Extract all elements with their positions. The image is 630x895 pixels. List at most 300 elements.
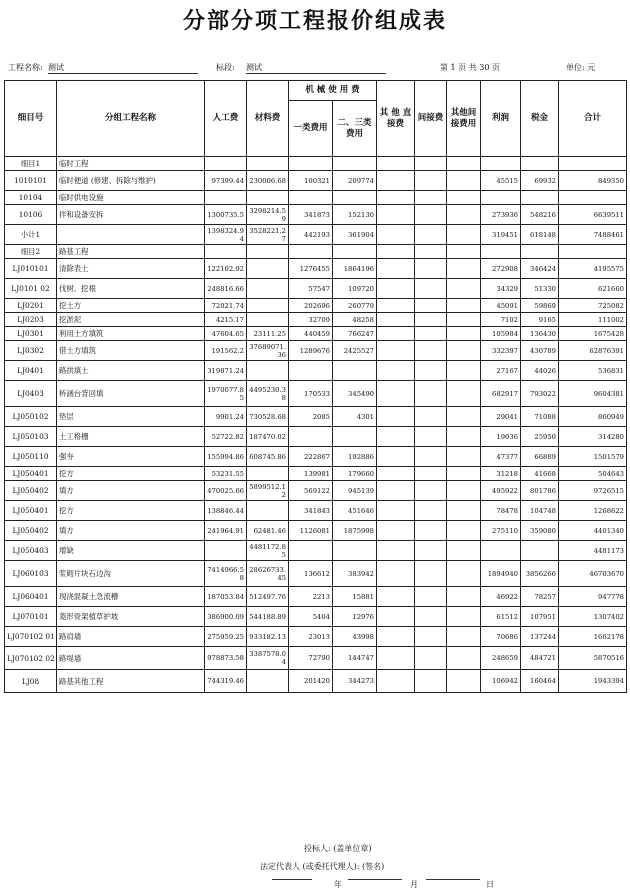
cell-code: LJ050402 xyxy=(5,481,57,501)
cell-labor: 138846.44 xyxy=(205,501,247,521)
cell-labor: 386900.09 xyxy=(205,607,247,627)
cell-profit: 34329 xyxy=(481,279,521,299)
cell-material: 230006.68 xyxy=(247,171,289,191)
cell-code: LJ050401 xyxy=(5,501,57,521)
cell-material: 187470.02 xyxy=(247,427,289,447)
cell-empty xyxy=(447,607,481,627)
header-material: 材料费 xyxy=(247,81,289,157)
cell-material xyxy=(247,157,289,171)
cell-empty xyxy=(377,157,415,171)
cell-tax: 66889 xyxy=(521,447,559,467)
footer-day-line xyxy=(426,879,480,880)
cell-empty xyxy=(447,647,481,670)
cell-profit: 19036 xyxy=(481,427,521,447)
cell-empty xyxy=(377,541,415,561)
header-code: 细目号 xyxy=(5,81,57,157)
cell-labor: 978873.58 xyxy=(205,647,247,670)
cell-profit xyxy=(481,191,521,205)
cell-name: 路拱填土 xyxy=(57,361,205,381)
cell-m2: 361904 xyxy=(333,225,377,245)
cell-tax: 69932 xyxy=(521,171,559,191)
cell-m2: 345490 xyxy=(333,381,377,407)
cell-empty xyxy=(447,561,481,587)
cell-labor xyxy=(205,245,247,259)
header-total: 合计 xyxy=(559,81,627,157)
cell-empty xyxy=(447,467,481,481)
cell-empty xyxy=(377,627,415,647)
cell-name: 挖方 xyxy=(57,501,205,521)
cell-m1: 222867 xyxy=(289,447,333,467)
cell-code: 细目1 xyxy=(5,157,57,171)
table-row xyxy=(5,427,627,447)
cell-empty xyxy=(415,670,447,693)
cell-name: 填方 xyxy=(57,481,205,501)
meta-bar xyxy=(0,62,630,76)
cell-empty xyxy=(447,205,481,225)
header-tax: 税金 xyxy=(521,81,559,157)
cell-m1: 1276455 xyxy=(289,259,333,279)
cell-m1: 136612 xyxy=(289,561,333,587)
cell-tax: 793022 xyxy=(521,381,559,407)
cell-m1: 201420 xyxy=(289,670,333,693)
cell-total xyxy=(559,157,627,171)
cell-tax xyxy=(521,245,559,259)
cell-m2: 2425527 xyxy=(333,341,377,361)
cell-labor: 155994.86 xyxy=(205,447,247,467)
cell-empty xyxy=(447,427,481,447)
cell-empty xyxy=(377,407,415,427)
cell-name: 借土方填筑 xyxy=(57,341,205,361)
cell-profit: 46922 xyxy=(481,587,521,607)
cell-m1 xyxy=(289,245,333,259)
cell-profit xyxy=(481,157,521,171)
cell-code: LJ050403 xyxy=(5,541,57,561)
cell-empty xyxy=(447,521,481,541)
cell-empty xyxy=(377,327,415,341)
table-row xyxy=(5,501,627,521)
cell-empty xyxy=(415,587,447,607)
cell-empty xyxy=(415,427,447,447)
cell-empty xyxy=(447,191,481,205)
cell-m1 xyxy=(289,541,333,561)
cell-m1: 23013 xyxy=(289,627,333,647)
cell-empty xyxy=(415,407,447,427)
cell-m2: 344273 xyxy=(333,670,377,693)
cell-tax: 346424 xyxy=(521,259,559,279)
cell-empty xyxy=(377,501,415,521)
cell-total: 5870516 xyxy=(559,647,627,670)
cell-empty xyxy=(415,467,447,481)
cell-empty xyxy=(377,361,415,381)
cell-tax: 430789 xyxy=(521,341,559,361)
cell-empty xyxy=(415,171,447,191)
cell-empty xyxy=(447,245,481,259)
table-row xyxy=(5,407,627,427)
cell-code: LJ0101 02 xyxy=(5,279,57,299)
cell-m1: 341873 xyxy=(289,205,333,225)
cell-m2: 152130 xyxy=(333,205,377,225)
cell-labor xyxy=(205,541,247,561)
cell-name: 临时便道 (修建、拆除与维护) xyxy=(57,171,205,191)
cell-total: 4401340 xyxy=(559,521,627,541)
cell-name: 路基其他工程 xyxy=(57,670,205,693)
cell-empty xyxy=(377,647,415,670)
header-other-indirect: 其他间接费用 xyxy=(447,81,481,157)
cell-tax: 137244 xyxy=(521,627,559,647)
cell-name: 拌和设备安拆 xyxy=(57,205,205,225)
cell-code: 10104 xyxy=(5,191,57,205)
table-row xyxy=(5,607,627,627)
cell-m1: 5404 xyxy=(289,607,333,627)
cell-material: 4481172.85 xyxy=(247,541,289,561)
cell-name xyxy=(57,225,205,245)
table-row xyxy=(5,447,627,467)
cell-m2: 109720 xyxy=(333,279,377,299)
cell-empty xyxy=(415,541,447,561)
cell-m2 xyxy=(333,245,377,259)
header-machine: 机 械 使 用 费 xyxy=(289,81,377,101)
cell-m1: 72790 xyxy=(289,647,333,670)
cell-tax: 104748 xyxy=(521,501,559,521)
cell-empty xyxy=(415,501,447,521)
cell-labor xyxy=(205,157,247,171)
cell-labor: 52722.82 xyxy=(205,427,247,447)
cell-empty xyxy=(447,259,481,279)
cell-labor: 275959.25 xyxy=(205,627,247,647)
cell-labor: 47604.65 xyxy=(205,327,247,341)
table-row xyxy=(5,341,627,361)
table-row xyxy=(5,467,627,481)
cell-tax: 71088 xyxy=(521,407,559,427)
cell-material: 3528221.27 xyxy=(247,225,289,245)
cell-code: LJ050402 xyxy=(5,521,57,541)
table-row xyxy=(5,259,627,279)
cell-tax xyxy=(521,191,559,205)
cell-profit: 682917 xyxy=(481,381,521,407)
footer-month-line xyxy=(348,879,402,880)
cell-code: 细目2 xyxy=(5,245,57,259)
cell-code: LJ050102 xyxy=(5,407,57,427)
cell-tax: 59869 xyxy=(521,299,559,313)
cell-empty xyxy=(415,381,447,407)
cell-empty xyxy=(377,259,415,279)
cell-material xyxy=(247,245,289,259)
cell-total: 536831 xyxy=(559,361,627,381)
cell-tax: 548216 xyxy=(521,205,559,225)
cell-labor: 72021.74 xyxy=(205,299,247,313)
cell-profit: 27167 xyxy=(481,361,521,381)
cell-m1 xyxy=(289,361,333,381)
cell-total: 860949 xyxy=(559,407,627,427)
cell-empty xyxy=(377,205,415,225)
cell-profit: 105984 xyxy=(481,327,521,341)
footer-bidder: 投标人: (盖单位章) xyxy=(304,844,372,853)
cell-labor: 4215.17 xyxy=(205,313,247,327)
cell-code: LJ070102 02 xyxy=(5,647,57,670)
cell-tax: 44026 xyxy=(521,361,559,381)
cell-m1: 100321 xyxy=(289,171,333,191)
cell-m1: 57547 xyxy=(289,279,333,299)
cell-empty xyxy=(377,381,415,407)
cell-empty xyxy=(447,341,481,361)
project-value: 测试 xyxy=(48,62,198,74)
cell-material: 4495230.38 xyxy=(247,381,289,407)
cell-code: LJ0401 xyxy=(5,361,57,381)
cell-empty xyxy=(377,521,415,541)
cell-name: 路肩墙 xyxy=(57,627,205,647)
table-row xyxy=(5,225,627,245)
cell-tax: 3856266 xyxy=(521,561,559,587)
table-row xyxy=(5,245,627,259)
cell-material: 544188.89 xyxy=(247,607,289,627)
cell-name: 桥涵台背回填 xyxy=(57,381,205,407)
cell-total: 314280 xyxy=(559,427,627,447)
footer-representative: 法定代表人 (或委托代理人): (签名) xyxy=(260,862,385,871)
cell-profit: 272908 xyxy=(481,259,521,279)
cell-labor: 187053.84 xyxy=(205,587,247,607)
page-indicator: 第 1 页 共 30 页 xyxy=(440,63,500,72)
cell-labor: 122102.92 xyxy=(205,259,247,279)
cell-labor: 191562.2 xyxy=(205,341,247,361)
cell-total: 1307402 xyxy=(559,607,627,627)
cell-empty xyxy=(447,279,481,299)
cell-total: 1943394 xyxy=(559,670,627,693)
cell-total: 4195575 xyxy=(559,259,627,279)
cell-empty xyxy=(377,467,415,481)
cell-empty xyxy=(447,381,481,407)
cell-total: 504643 xyxy=(559,467,627,481)
cell-total: 1662178 xyxy=(559,627,627,647)
cell-empty xyxy=(377,607,415,627)
cell-code: 10106 xyxy=(5,205,57,225)
cell-profit: 275110 xyxy=(481,521,521,541)
cell-total: 111002 xyxy=(559,313,627,327)
cell-empty xyxy=(377,587,415,607)
cell-name: 挖方 xyxy=(57,467,205,481)
cell-m1: 341843 xyxy=(289,501,333,521)
cell-m2: 766247 xyxy=(333,327,377,341)
cell-empty xyxy=(447,481,481,501)
cell-material: 62481.46 xyxy=(247,521,289,541)
cell-name: 强夯 xyxy=(57,447,205,467)
cell-empty xyxy=(377,561,415,587)
table-row xyxy=(5,587,627,607)
cell-m2: 192886 xyxy=(333,447,377,467)
header-machine-sub1: 一类费用 xyxy=(289,101,333,157)
cell-material: 512497.76 xyxy=(247,587,289,607)
cell-profit: 495922 xyxy=(481,481,521,501)
cell-empty xyxy=(415,279,447,299)
cell-name: 临时供电设施 xyxy=(57,191,205,205)
cell-code: LJ0403 xyxy=(5,381,57,407)
cell-empty xyxy=(415,205,447,225)
cell-tax: 41668 xyxy=(521,467,559,481)
cell-m1: 442193 xyxy=(289,225,333,245)
cell-tax: 484721 xyxy=(521,647,559,670)
cell-m1 xyxy=(289,191,333,205)
cell-tax: 359080 xyxy=(521,521,559,541)
cell-profit: 70686 xyxy=(481,627,521,647)
cell-empty xyxy=(415,299,447,313)
cell-empty xyxy=(447,157,481,171)
header-labor: 人工费 xyxy=(205,81,247,157)
cell-code: LJ0203 xyxy=(5,313,57,327)
cell-m1: 569122 xyxy=(289,481,333,501)
cell-labor: 744319.46 xyxy=(205,670,247,693)
cell-empty xyxy=(415,647,447,670)
cell-material: 3298214.59 xyxy=(247,205,289,225)
cell-empty xyxy=(447,447,481,467)
cell-code: LJ0301 xyxy=(5,327,57,341)
cell-material: 28626733.45 xyxy=(247,561,289,587)
cell-profit: 273936 xyxy=(481,205,521,225)
cell-empty xyxy=(377,341,415,361)
page-title: 分部分项工程报价组成表 xyxy=(182,8,447,34)
cell-material: 23111.25 xyxy=(247,327,289,341)
header-name: 分组工程名称 xyxy=(57,81,205,157)
cell-material xyxy=(247,299,289,313)
cell-m2: 451646 xyxy=(333,501,377,521)
cell-labor: 53231.55 xyxy=(205,467,247,481)
cell-m1 xyxy=(289,157,333,171)
cell-name: 临时工程 xyxy=(57,157,205,171)
header-other-direct: 其 他 直接费 xyxy=(377,81,415,157)
cell-m1: 202696 xyxy=(289,299,333,313)
cell-empty xyxy=(415,561,447,587)
cell-m1: 170533 xyxy=(289,381,333,407)
cell-tax: 160464 xyxy=(521,670,559,693)
cell-empty xyxy=(415,157,447,171)
cell-empty xyxy=(415,607,447,627)
cell-tax: 618148 xyxy=(521,225,559,245)
cell-m2: 260779 xyxy=(333,299,377,313)
cell-empty xyxy=(415,447,447,467)
cell-tax: 107951 xyxy=(521,607,559,627)
cell-labor: 248816.66 xyxy=(205,279,247,299)
cell-profit: 31218 xyxy=(481,467,521,481)
cell-total xyxy=(559,191,627,205)
cell-total: 1675428 xyxy=(559,327,627,341)
cell-m1: 139981 xyxy=(289,467,333,481)
cell-empty xyxy=(447,225,481,245)
cell-code: LJ010101 xyxy=(5,259,57,279)
cell-empty xyxy=(415,627,447,647)
cell-empty xyxy=(415,327,447,341)
cell-total: 9726515 xyxy=(559,481,627,501)
cell-tax: 25950 xyxy=(521,427,559,447)
cell-labor: 470025.66 xyxy=(205,481,247,501)
footer-year-line xyxy=(272,879,312,880)
cell-material: 5899512.12 xyxy=(247,481,289,501)
table-row xyxy=(5,171,627,191)
cell-material xyxy=(247,259,289,279)
cell-tax: 9165 xyxy=(521,313,559,327)
cell-m1: 2213 xyxy=(289,587,333,607)
cell-code: LJ0302 xyxy=(5,341,57,361)
cell-empty xyxy=(447,361,481,381)
cell-name: 填方 xyxy=(57,521,205,541)
cell-code: LJ070102 01 xyxy=(5,627,57,647)
cell-labor: 1300735.5 xyxy=(205,205,247,225)
table-row xyxy=(5,521,627,541)
cell-m2: 945139 xyxy=(333,481,377,501)
cell-name: 伐树、挖根 xyxy=(57,279,205,299)
cell-name: 挖土方 xyxy=(57,299,205,313)
table-row xyxy=(5,647,627,670)
cell-profit: 7102 xyxy=(481,313,521,327)
cell-empty xyxy=(447,171,481,191)
cell-profit: 332397 xyxy=(481,341,521,361)
cell-empty xyxy=(447,670,481,693)
cell-m2: 144747 xyxy=(333,647,377,670)
cell-m2: 48258 xyxy=(333,313,377,327)
cell-empty xyxy=(377,191,415,205)
table-row xyxy=(5,299,627,313)
cell-profit: 45091 xyxy=(481,299,521,313)
cell-empty xyxy=(377,299,415,313)
cell-empty xyxy=(415,341,447,361)
cell-profit: 45515 xyxy=(481,171,521,191)
cell-empty xyxy=(377,447,415,467)
cell-code: LJ050110 xyxy=(5,447,57,467)
cell-name: 浆砌片块石边沟 xyxy=(57,561,205,587)
unit-label: 单位: 元 xyxy=(566,63,596,72)
cell-name: 路基工程 xyxy=(57,245,205,259)
cell-empty xyxy=(447,541,481,561)
cell-empty xyxy=(447,501,481,521)
cell-name: 路堤墙 xyxy=(57,647,205,670)
cell-total: 9604381 xyxy=(559,381,627,407)
cell-tax: 136430 xyxy=(521,327,559,341)
cell-profit: 61512 xyxy=(481,607,521,627)
table-row xyxy=(5,313,627,327)
cell-material xyxy=(247,501,289,521)
table-row xyxy=(5,481,627,501)
cell-empty xyxy=(415,313,447,327)
cell-m1: 440459 xyxy=(289,327,333,341)
cell-profit: 106942 xyxy=(481,670,521,693)
table-row xyxy=(5,670,627,693)
cell-total: 46703670 xyxy=(559,561,627,587)
cell-labor: 241964.91 xyxy=(205,521,247,541)
cell-name: 菱形骨架植草护坡 xyxy=(57,607,205,627)
cell-empty xyxy=(447,313,481,327)
cell-tax xyxy=(521,157,559,171)
cell-name: 增缺 xyxy=(57,541,205,561)
header-profit: 利润 xyxy=(481,81,521,157)
cell-m2 xyxy=(333,427,377,447)
cell-profit: 319451 xyxy=(481,225,521,245)
cell-profit xyxy=(481,541,521,561)
table-row xyxy=(5,279,627,299)
cell-m2: 43998 xyxy=(333,627,377,647)
cell-name: 垫层 xyxy=(57,407,205,427)
cell-total: 621660 xyxy=(559,279,627,299)
cell-material xyxy=(247,670,289,693)
table-row xyxy=(5,381,627,407)
cell-m2: 1875998 xyxy=(333,521,377,541)
cell-total xyxy=(559,245,627,259)
cell-profit: 1894940 xyxy=(481,561,521,587)
cell-labor: 7414966.58 xyxy=(205,561,247,587)
cell-total: 7488461 xyxy=(559,225,627,245)
footer-year: 年 xyxy=(334,880,342,889)
cell-profit: 29041 xyxy=(481,407,521,427)
cell-m2 xyxy=(333,361,377,381)
cell-code: LJ08 xyxy=(5,670,57,693)
header-indirect: 间接费 xyxy=(415,81,447,157)
cell-profit: 47377 xyxy=(481,447,521,467)
